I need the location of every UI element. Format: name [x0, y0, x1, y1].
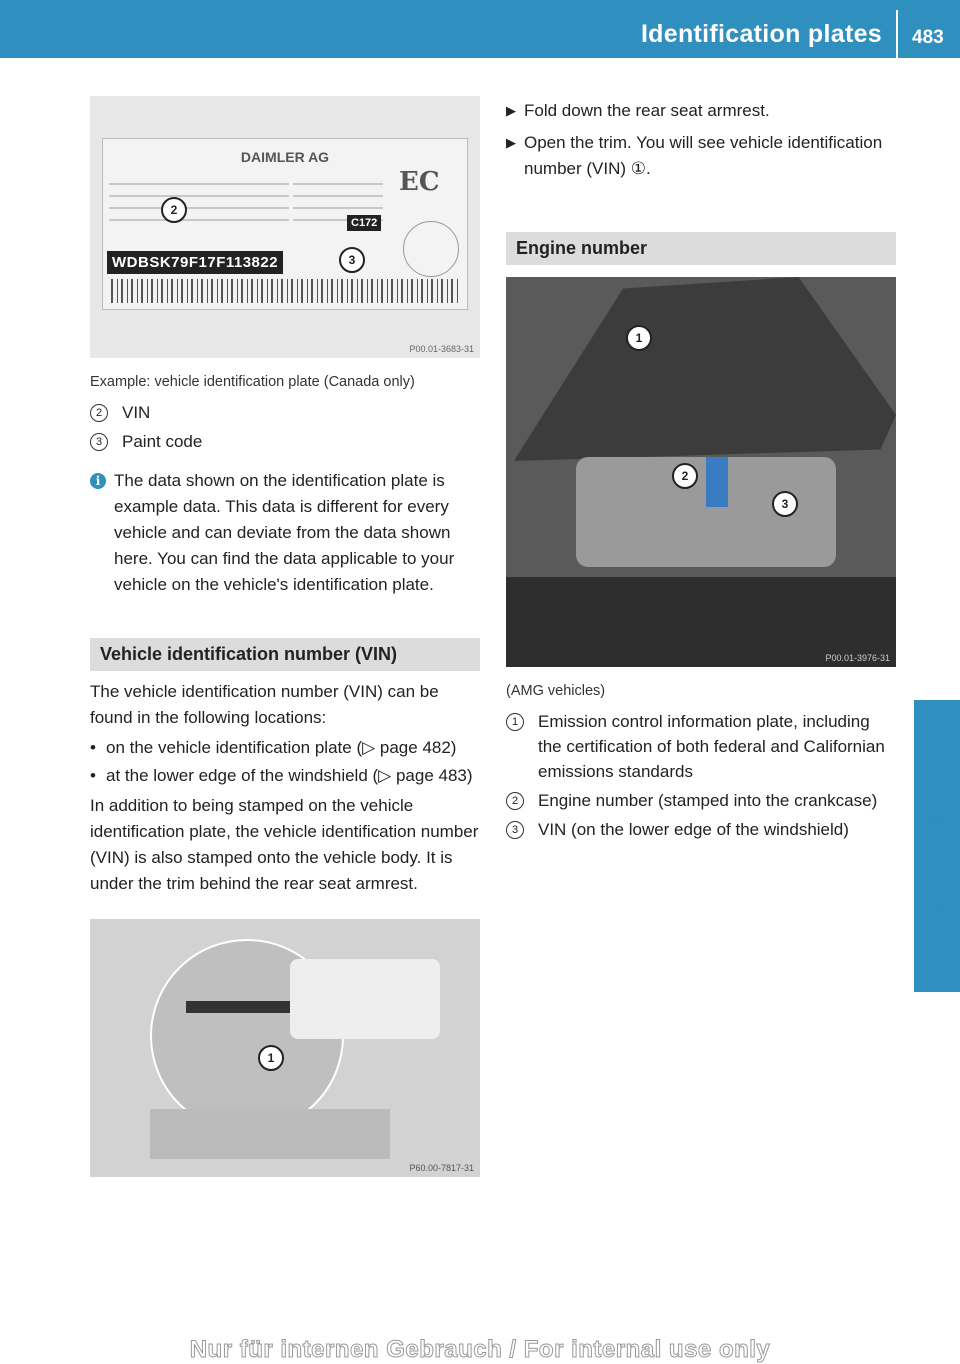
callout-2: 2	[672, 463, 698, 489]
figure-code: P00.01-3683-31	[409, 344, 474, 354]
maple-leaf-seal	[403, 221, 459, 277]
armrest-shape	[290, 959, 440, 1039]
legend-item	[90, 400, 480, 425]
figure-caption: (AMG vehicles)	[506, 683, 606, 699]
page-number: 483	[912, 27, 944, 48]
plate-illustration	[102, 138, 468, 310]
bullet-icon: •	[90, 766, 96, 785]
arrow-indicator	[706, 457, 728, 507]
console-shape	[150, 1109, 390, 1159]
legend-text: Emission control information plate, including the certification of both federal and Californian emissions standards	[538, 712, 885, 781]
legend-item	[90, 429, 480, 454]
legend-number: 3	[506, 821, 524, 839]
step-text: Open the trim. You will see vehicle identification number (VIN) ①.	[524, 133, 883, 178]
section-heading-engine: Engine number	[506, 232, 896, 265]
legend-item	[506, 709, 896, 784]
legend-number: 1	[506, 713, 524, 731]
step-arrow-icon: ▶	[506, 103, 516, 118]
step-item	[506, 98, 896, 124]
callout-3: 3	[772, 491, 798, 517]
plate-vin: WDBSK79F17F113822	[107, 251, 283, 274]
paragraph: The vehicle identification number (VIN) can be found in the following locations:	[90, 682, 439, 727]
legend-number: 2	[90, 404, 108, 422]
plate-weight-rows	[109, 173, 289, 225]
bullet-icon: •	[90, 738, 96, 757]
legend-item	[506, 817, 896, 842]
plate-paint-code: C172	[347, 215, 381, 231]
side-tab-label: Technical data	[921, 753, 952, 939]
armrest-figure	[90, 919, 480, 1177]
legend-number: 2	[506, 792, 524, 810]
legend-number: 3	[90, 433, 108, 451]
callout-2: 2	[161, 197, 187, 223]
legend-text: VIN	[122, 403, 151, 422]
watermark: Nur für internen Gebrauch / For internal use only	[189, 1336, 771, 1363]
info-icon: i	[90, 473, 106, 489]
header-divider	[896, 10, 898, 58]
list-item-text: at the lower edge of the windshield (▷ page 483)	[106, 766, 473, 785]
plate-brand: DAIMLER AG	[240, 149, 330, 165]
legend-text: Engine number (stamped into the crankcase)	[538, 791, 878, 810]
callout-3: 3	[339, 247, 365, 273]
engine-figure	[506, 277, 896, 667]
ec-mark: EC	[399, 167, 440, 197]
identification-plate-figure	[90, 96, 480, 358]
section-heading-vin: Vehicle identification number (VIN)	[90, 638, 480, 671]
right-column	[506, 96, 896, 846]
page-title: Identification plates	[640, 20, 882, 48]
paragraph: In addition to being stamped on the vehicle identification plate, the vehicle identification number (VIN) is also stamped onto the vehicle body. It is under the trim behind the rear seat armrest.	[90, 796, 479, 893]
legend-item	[506, 788, 896, 813]
left-column	[90, 96, 480, 1177]
figure-caption: Example: vehicle identification plate (Canada only)	[90, 374, 415, 390]
list-item-text: on the vehicle identification plate (▷ page 482)	[106, 738, 457, 757]
info-note	[90, 468, 480, 598]
figure-code: P00.01-3976-31	[825, 653, 890, 663]
callout-1: 1	[626, 325, 652, 351]
list-item	[90, 735, 480, 761]
legend-text: Paint code	[122, 432, 203, 451]
legend-text: VIN (on the lower edge of the windshield)	[538, 820, 849, 839]
step-text: Fold down the rear seat armrest.	[524, 101, 770, 120]
step-item	[506, 130, 896, 182]
step-arrow-icon: ▶	[506, 135, 516, 150]
figure-code: P60.00-7817-31	[409, 1163, 474, 1173]
callout-1: 1	[258, 1045, 284, 1071]
barcode	[111, 279, 459, 303]
list-item	[90, 763, 480, 789]
info-text: The data shown on the identification plate is example data. This data is different for every vehicle and can deviate from the data shown here. You can find the data applicable to your vehicle on the vehicle's identification plate.	[114, 471, 455, 594]
page-header	[0, 0, 960, 58]
